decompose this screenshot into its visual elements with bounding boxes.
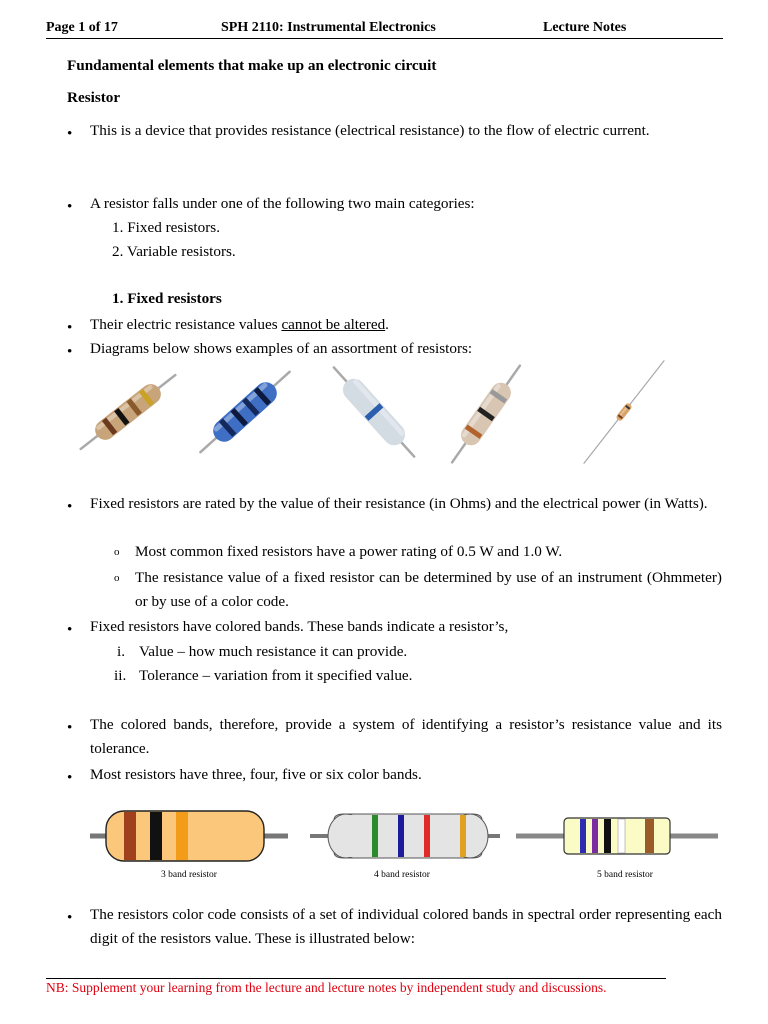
color-band (618, 819, 625, 853)
bullet-icon: • (67, 343, 73, 360)
course-title: SPH 2110: Instrumental Electronics (221, 20, 436, 35)
bands-intro: Fixed resistors have colored bands. These bands indicate a resistor’s, (90, 618, 509, 635)
category-item: 2. Variable resistors. (112, 243, 236, 260)
main-heading: Fundamental elements that make up an electronic circuit (67, 57, 437, 74)
roman-numeral: i. (117, 643, 126, 660)
color-code-text: The resistors color code consists of a set of individual colored bands in spectral order representing each digit of the resistors value. These is illustrated below: (90, 906, 722, 947)
five-band-resistor (516, 818, 718, 880)
tolerance-item: Tolerance – variation from it specified value. (139, 667, 413, 684)
body-center (346, 815, 470, 857)
color-band (592, 819, 598, 853)
value-item: Value – how much resistance it can provide. (139, 643, 408, 660)
section-title: Resistor (67, 89, 121, 106)
color-band (176, 812, 188, 860)
page-number: Page 1 of 17 (46, 20, 118, 35)
bullet-icon: • (67, 498, 73, 515)
resistor-body (564, 818, 670, 854)
band-resistor-diagrams (88, 808, 728, 884)
three-band-resistor (90, 811, 288, 880)
resistor-assortment-illustration (88, 362, 708, 470)
photo-resistor (75, 367, 182, 457)
diagram-caption: 5 band resistor (597, 870, 653, 880)
bullet-icon: • (67, 198, 73, 215)
footer-rule (46, 978, 666, 979)
band-count-text: Most resistors have three, four, five or six color bands. (90, 766, 422, 783)
photo-resistor (326, 360, 423, 464)
resistor-body (209, 378, 282, 447)
diagram-caption: 3 band resistor (161, 870, 217, 880)
bullet-icon: • (67, 319, 73, 336)
bullet-icon: • (67, 769, 73, 786)
color-band (604, 819, 611, 853)
color-band (150, 812, 162, 860)
photo-resistor (193, 364, 297, 461)
bullet-icon: • (67, 125, 73, 142)
four-band-resistor (310, 814, 500, 880)
document-type: Lecture Notes (543, 20, 627, 35)
bullet-icon: • (67, 719, 73, 736)
bullet-icon: • (67, 909, 73, 926)
system-text: The colored bands, therefore, provide a system of identifying a resistor’s resistance value and its tolerance. (90, 716, 722, 757)
color-band (424, 815, 430, 857)
color-band (460, 815, 466, 857)
color-band (398, 815, 404, 857)
power-rating-text: Most common fixed resistors have a power rating of 0.5 W and 1.0 W. (135, 543, 563, 560)
categories-intro: A resistor falls under one of the following two main categories: (90, 195, 475, 212)
circle-bullet-icon: o (114, 572, 120, 584)
alter-text: Their electric resistance values cannot be altered. (90, 316, 389, 333)
footer-note: NB: Supplement your learning from the lecture and lecture notes by independent study and discussions. (46, 980, 607, 995)
category-item: 1. Fixed resistors. (112, 219, 220, 236)
subsection-title: 1. Fixed resistors (112, 290, 222, 307)
bullet-icon: • (67, 621, 73, 638)
photo-resistor (444, 360, 528, 468)
definition-text: This is a device that provides resistance (electrical resistance) to the flow of electric current. (90, 122, 650, 139)
determination-text: The resistance value of a fixed resistor can be determined by use of an instrument (Ohmmeter) or by use of a color code. (135, 569, 722, 610)
roman-numeral: ii. (114, 667, 127, 684)
page-header (46, 18, 723, 39)
rating-text: Fixed resistors are rated by the value of their resistance (in Ohms) and the electrical power (in Watts). (90, 495, 708, 512)
diagram-caption: 4 band resistor (374, 870, 430, 880)
color-band (580, 819, 586, 853)
color-band (124, 812, 136, 860)
underlined-phrase: cannot be altered (281, 316, 386, 333)
circle-bullet-icon: o (114, 546, 120, 558)
diagram-intro: Diagrams below shows examples of an assortment of resistors: (90, 340, 473, 357)
resistor-body (91, 380, 165, 444)
color-band (372, 815, 378, 857)
photo-resistor (581, 359, 667, 466)
color-band (645, 819, 654, 853)
